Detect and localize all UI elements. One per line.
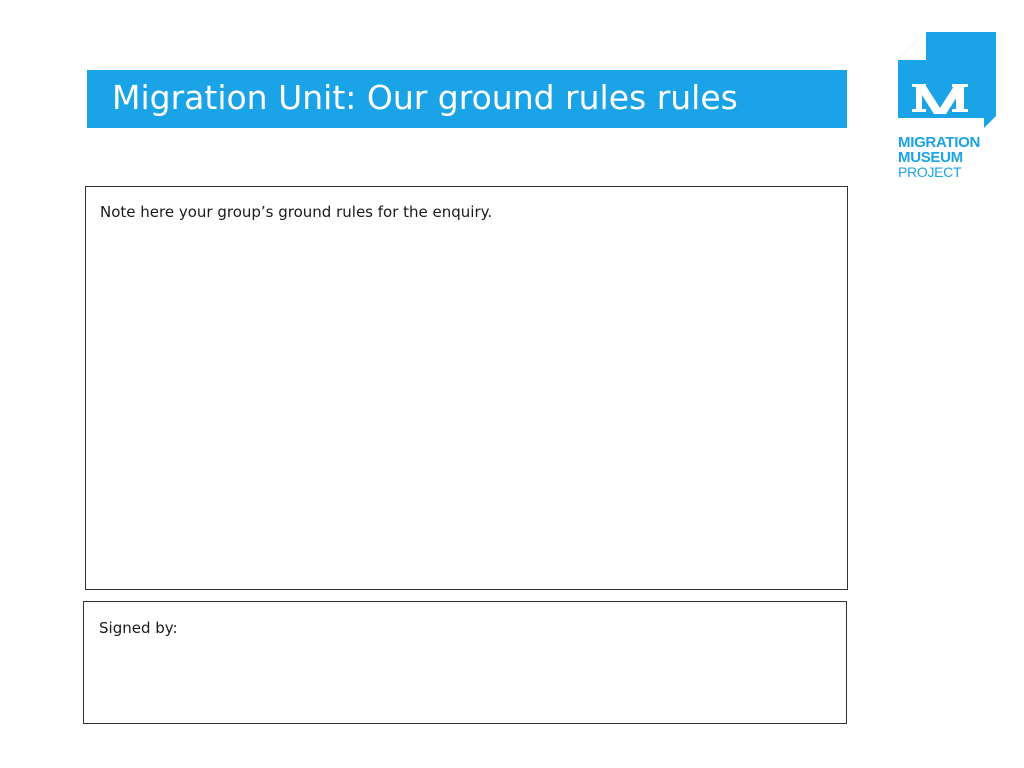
title-bar (87, 70, 847, 128)
migration-museum-logo (896, 30, 1000, 182)
logo-text-line2: MUSEUM (898, 149, 963, 166)
ground-rules-prompt: Note here your group’s ground rules for the enquiry. (100, 203, 493, 221)
m-arrow-logo-icon (896, 30, 1000, 134)
logo-text-line1: MIGRATION (898, 134, 981, 151)
signed-by-box[interactable] (83, 601, 847, 724)
signed-by-label: Signed by: (99, 619, 178, 637)
ground-rules-notes-box[interactable] (85, 186, 848, 590)
page-title: Migration Unit: Our ground rules rules (112, 78, 738, 117)
logo-text-line3: PROJECT (898, 164, 962, 180)
